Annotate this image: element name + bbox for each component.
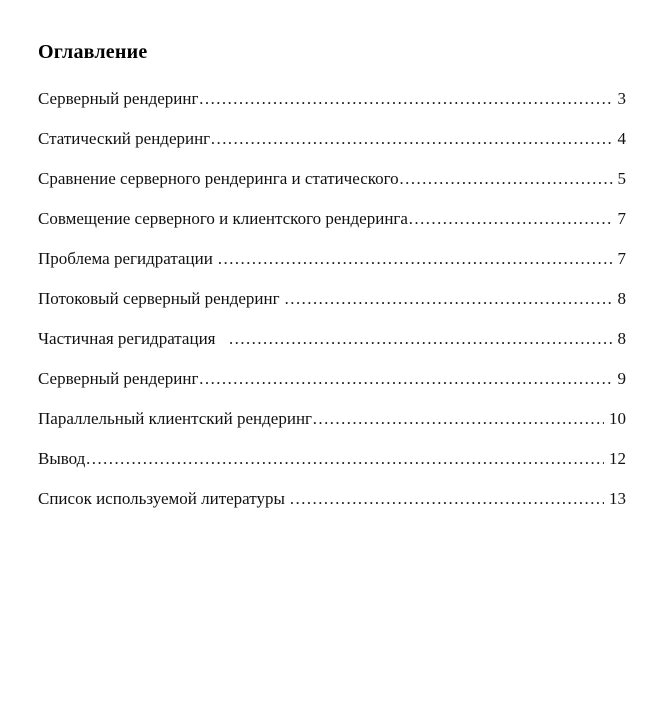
toc-row (38, 129, 626, 148)
toc-entry-label: Частичная регидратация (38, 329, 229, 348)
toc-entry-label: Потоковый серверный рендеринг (38, 289, 284, 308)
toc-dot-leader (198, 89, 612, 108)
toc-entry-label: Серверный рендеринг (38, 369, 199, 388)
toc-dot-leader (399, 169, 613, 188)
toc-row (38, 249, 626, 268)
toc-row (38, 209, 626, 228)
toc-page-number: 3 (617, 89, 626, 108)
toc-entry-label: Параллельный клиентский рендеринг (38, 409, 313, 428)
toc-page-number: 9 (617, 369, 626, 388)
toc-row (38, 289, 626, 308)
toc-entry-label: Статический рендеринг (38, 129, 211, 148)
toc-entry-label: Проблема регидратации (38, 249, 218, 268)
toc-row (38, 409, 626, 428)
toc-list (38, 89, 626, 508)
toc-page-number: 12 (609, 449, 626, 468)
toc-dot-leader (284, 289, 613, 308)
toc-row (38, 369, 626, 388)
toc-row (38, 489, 626, 508)
toc-dot-leader (289, 489, 604, 508)
toc-entry-label: Совмещение серверного и клиентского рендеринга (38, 209, 408, 228)
toc-row (38, 449, 626, 468)
toc-row (38, 329, 626, 348)
toc-dot-leader (85, 449, 604, 468)
toc-page-number: 10 (609, 409, 626, 428)
toc-page-number: 4 (617, 129, 626, 148)
toc-row (38, 169, 626, 188)
toc-title: Оглавление (38, 41, 148, 63)
toc-page-number: 8 (617, 289, 626, 308)
toc-page-number: 7 (617, 249, 626, 268)
toc-page-number: 13 (609, 489, 626, 508)
toc-row (38, 89, 626, 108)
toc-dot-leader (312, 409, 604, 428)
toc-dot-leader (210, 129, 612, 148)
toc-dot-leader (408, 209, 613, 228)
toc-page-number: 5 (617, 169, 626, 188)
toc-entry-label: Сравнение серверного рендеринга и статического (38, 169, 399, 188)
toc-dot-leader (198, 369, 612, 388)
toc-entry-label: Серверный рендеринг (38, 89, 199, 108)
toc-dot-leader (228, 329, 612, 348)
toc-entry-label: Вывод (38, 449, 86, 468)
toc-page-number: 8 (617, 329, 626, 348)
toc-dot-leader (217, 249, 612, 268)
toc-page-number: 7 (617, 209, 626, 228)
toc-entry-label: Список используемой литературы (38, 489, 290, 508)
